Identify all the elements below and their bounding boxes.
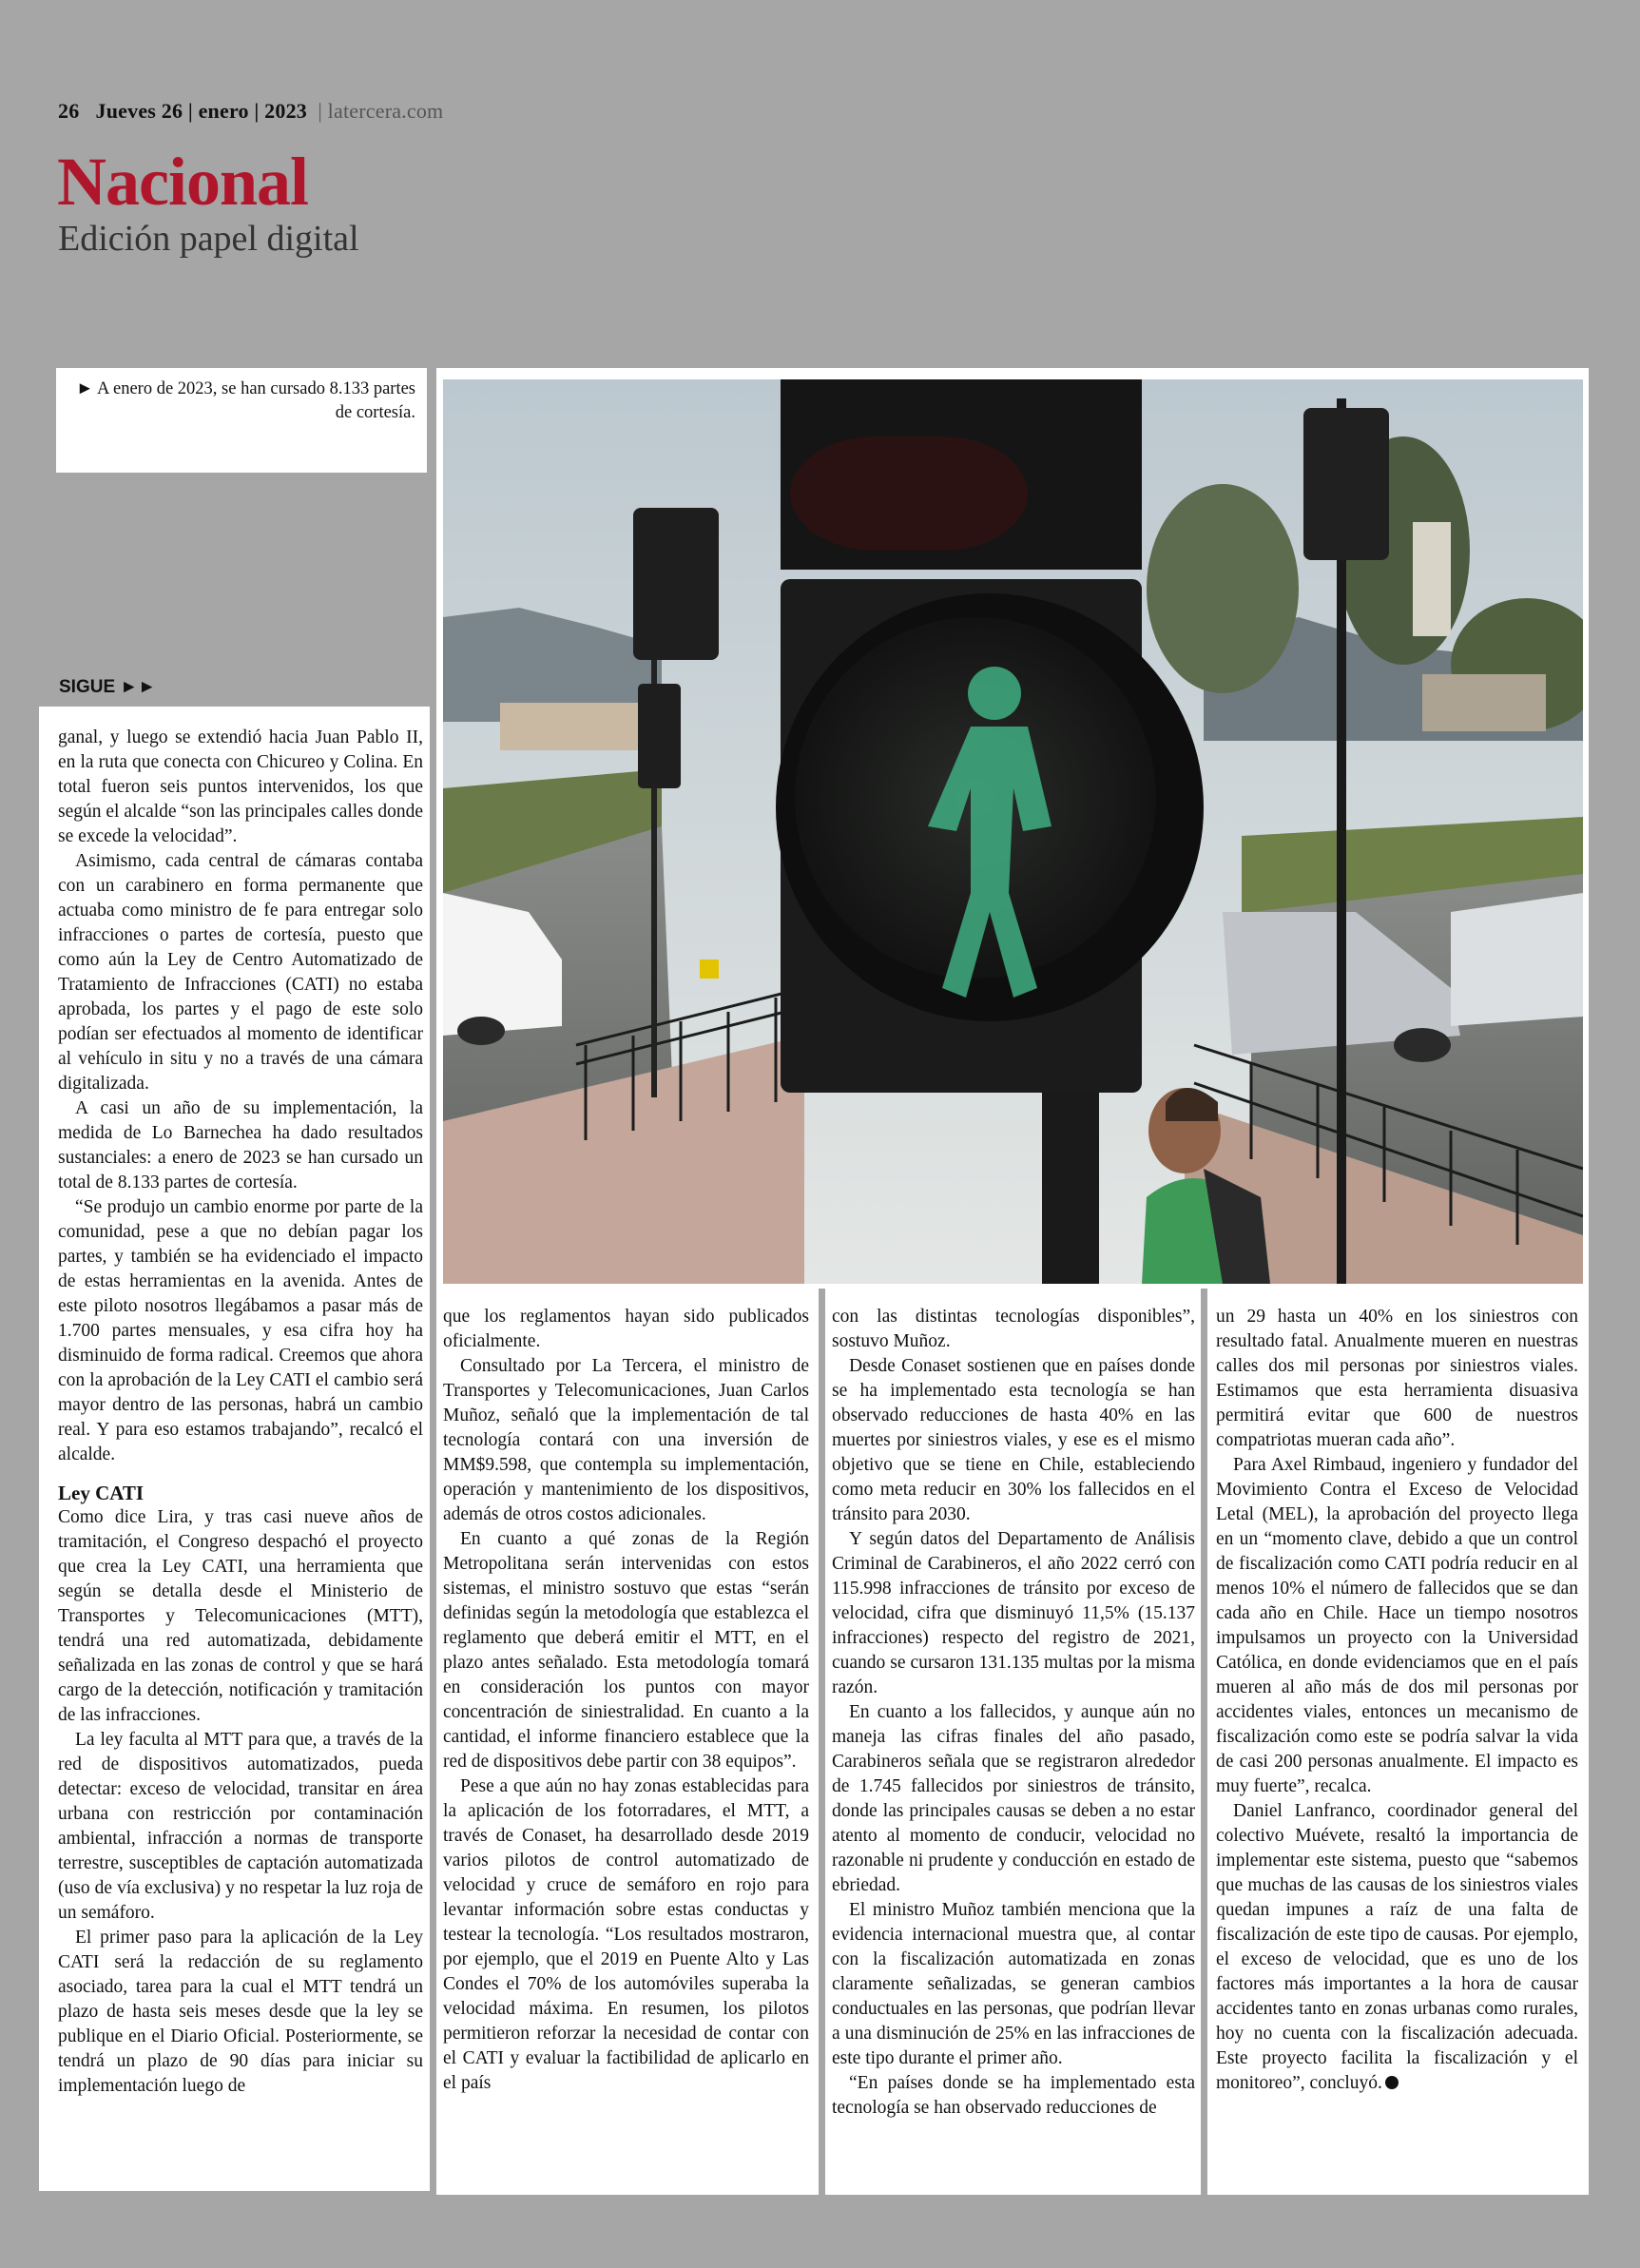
page-number: 26 bbox=[58, 99, 80, 123]
article-paragraph: Para Axel Rimbaud, ingeniero y fundador del Movimiento Contra el Exceso de Velocidad Letal (MEL), la aprobación del proyecto llega en un “momento clave, debido a que un control de fiscalización como CATI podría reducir en al menos 10% el número de fallecidos que se dan cada año en Chile. Hace un tiempo nosotros impulsamos un proyecto con la Universidad Católica, en donde evidenciamos que en el país mueren al año más de dos mil personas por accidentes viales, entonces un mecanismo de fiscalización como este se podría salvar la vida de casi 200 personas anualmente. El impacto es muy fuerte”, recalca. bbox=[1216, 1455, 1578, 1796]
sigue-label: SIGUE ►► bbox=[59, 677, 157, 697]
article-paragraph: Desde Conaset sostienen que en países donde se ha implementado esta tecnología se han observado reducciones de hasta 40% en las muertes por siniestros viales, y ese es el mismo objetivo que se tiene en Chile, estableciendo como meta reducir en 30% los fallecidos en el tránsito para 2030. bbox=[832, 1356, 1195, 1524]
subheading-ley-cati: Ley CATI bbox=[58, 1482, 145, 1504]
page-header bbox=[58, 99, 443, 124]
article-paragraph: Pese a que aún no hay zonas establecidas para la aplicación de los fotorradares, el MTT, a través de Conaset, ha desarrollado desde 2019 varios pilotos de control automatizado de velocidad y cruce de semáforo en rojo para levantar información sobre estas conductas y testear la tecnología. “Los resultados mostraron, por ejemplo, que el 2019 en Puente Alto y Las Condes el 70% de los automóviles superaba la velocidad máxima. En resumen, los pilotos permitieron reforzar la necesidad de contar con el CATI y evaluar la factibilidad de aplicarlo en el país bbox=[443, 1776, 809, 2093]
end-mark-icon bbox=[1385, 2076, 1399, 2089]
traffic-light-illustration bbox=[443, 379, 1583, 1284]
article-paragraph: con las distintas tecnologías disponibles”, sostuvo Muñoz. bbox=[832, 1307, 1195, 1351]
article-paragraph: ganal, y luego se extendió hacia Juan Pablo II, en la ruta que conecta con Chicureo y Colina. En total fueron seis puntos intervenidos, los que según el alcalde “son las principales calles donde se excede la velocidad”. bbox=[58, 727, 423, 846]
article-paragraph: Asimismo, cada central de cámaras contaba con un carabinero en forma permanente que actuaba como ministro de fe para entregar solo infracciones o partes de cortesía, puesto que como aún la Ley de Centro Automatizado de Tratamiento de Infracciones (CATI) no estaba aprobada, los partes y el pago de este solo podían ser efectuados al momento de identificar al vehículo in situ y no a través de una cámara digitalizada. bbox=[58, 851, 423, 1094]
issue-date: Jueves 26 | enero | 2023 bbox=[95, 99, 307, 123]
caption-text: A enero de 2023, se han cursado 8.133 partes de cortesía. bbox=[97, 379, 415, 422]
website-link[interactable]: | latercera.com bbox=[318, 99, 444, 123]
article-paragraph: Consultado por La Tercera, el ministro de Transportes y Telecomunicaciones, Juan Carlos Muñoz, señaló que la implementación de tal tecnología contará con una inversión de MM$9.598, que contempla su implementación, operación y mantenimiento de los dispositivos, además de otros costos adicionales. bbox=[443, 1356, 809, 1524]
article-column-1 bbox=[58, 726, 423, 2099]
article-column-3 bbox=[832, 1305, 1195, 2121]
article-paragraph: “Se produjo un cambio enorme por parte de la comunidad, pese a que no debían pagar los partes, y también se ha evidenciado el impacto de estas herramientas en la avenida. Antes de este piloto nosotros llegábamos a pasar más de 1.700 partes mensuales, y esa cifra hoy ha disminuido de forma radical. Creemos que ahora con la aprobación de la Ley CATI el cambio será mayor dentro de las personas, habrá un cambio real. Y para eso estamos trabajando”, recalcó el alcalde. bbox=[58, 1197, 423, 1464]
article-paragraph: Y según datos del Departamento de Análisis Criminal de Carabineros, el año 2022 cerró con 115.998 infracciones de tránsito por exceso de velocidad, cifra que disminuyó 11,5% (15.137 infracciones) respecto del registro de 2021, cuando se cursaron 131.135 multas por la misma razón. bbox=[832, 1529, 1195, 1697]
article-paragraph-text: Daniel Lanfranco, coordinador general del colectivo Muévete, resaltó la importancia de implementar este sistema, puesto que “sabemos que muchas de las causas de los siniestros viales quedan impunes a raíz de una falta de fiscalización de este tipo de causas. Por ejemplo, el exceso de velocidad, que es uno de los factores más importantes a la hora de causar accidentes tanto en zonas urbanas como rurales, hoy no cuenta con la fiscalización adecuada. Este proyecto facilita la fiscalización y el monitoreo”, concluyó. bbox=[1216, 1801, 1578, 2093]
column-1-paragraphs-2 bbox=[58, 1505, 423, 2099]
caption-arrow-icon: ► bbox=[76, 379, 94, 398]
photo-caption bbox=[56, 368, 427, 473]
section-title: Nacional bbox=[57, 144, 309, 220]
article-paragraph: En cuanto a qué zonas de la Región Metropolitana serán intervenidas con estos sistemas, el ministro sostuvo que estas “serán definidas según la metodología que establezca el reglamento que deberá emitir el MTT, en el plazo antes señalado. Esta metodología tomará en consideración los puntos con mayor concentración de siniestralidad. En cuanto a la cantidad, el informe financiero establece que la red de dispositivos debe partir con 38 equipos”. bbox=[443, 1529, 809, 1772]
article-paragraph: “En países donde se ha implementado esta tecnología se han observado reducciones de bbox=[832, 2073, 1195, 2118]
article-paragraph: A casi un año de su implementación, la medida de Lo Barnechea ha dado resultados sustanciales: a enero de 2023 se han cursado un total de 8.133 partes de cortesía. bbox=[58, 1098, 423, 1192]
article-paragraph: que los reglamentos hayan sido publicados oficialmente. bbox=[443, 1307, 809, 1351]
article-paragraph: El ministro Muñoz también menciona que la evidencia internacional muestra que, al contar con la fiscalización automatizada en zonas claramente señalizadas, se generan cambios conductuales en las personas, que podrían llevar a una disminución de 25% en las infracciones de este tipo durante el primer año. bbox=[832, 1900, 1195, 2068]
article-column-4 bbox=[1216, 1305, 1578, 2096]
article-paragraph: En cuanto a los fallecidos, y aunque aún no maneja las cifras finales del año pasado, Carabineros señala que se registraron alrededor de 1.745 fallecidos por siniestros de tránsito, donde las principales causas se deben a no estar atento al momento de conducir, velocidad no razonable ni prudente y conducción en estado de ebriedad. bbox=[832, 1702, 1195, 1895]
section-subtitle: Edición papel digital bbox=[58, 219, 359, 259]
column-1-paragraphs bbox=[58, 726, 423, 1467]
column-divider bbox=[1201, 1289, 1207, 2195]
article-paragraph: Como dice Lira, y tras casi nueve años de tramitación, el Congreso despachó el proyecto que crea la Ley CATI, una herramienta que según se detalla desde el Ministerio de Transportes y Telecomunicaciones (MTT), tendrá una red automatizada, debidamente señalizada en las zonas de control y que se hará cargo de la detección, notificación y tramitación de las infracciones. bbox=[58, 1507, 423, 1725]
article-paragraph-final bbox=[1216, 1799, 1578, 2096]
article-column-2 bbox=[443, 1305, 809, 2096]
article-paragraph: El primer paso para la aplicación de la Ley CATI será la redacción de su reglamento asociado, tarea para la cual el MTT tendrá un plazo de hasta seis meses desde que la ley se publique en el Diario Oficial. Posteriormente, se tendrá un plazo de 90 días para iniciar su implementación luego de bbox=[58, 1928, 423, 2096]
article-paragraph: un 29 hasta un 40% en los siniestros con resultado fatal. Anualmente mueren en nuestras calles dos mil personas por siniestros viales. Estimamos que esta herramienta disuasiva permitirá evitar que 600 de nuestros compatriotas mueran cada año”. bbox=[1216, 1307, 1578, 1450]
article-paragraph: La ley faculta al MTT para que, a través de la red de dispositivos automatizados, pueda detectar: exceso de velocidad, transitar en área urbana con restricción por contaminación ambiental, infracción a normas de transporte terrestre, susceptibles de captación automatizada (uso de vía exclusiva) y no respetar la luz roja de un semáforo. bbox=[58, 1730, 423, 1923]
column-divider bbox=[819, 1289, 825, 2195]
pedestrian-traffic-light-photo bbox=[443, 379, 1583, 1284]
